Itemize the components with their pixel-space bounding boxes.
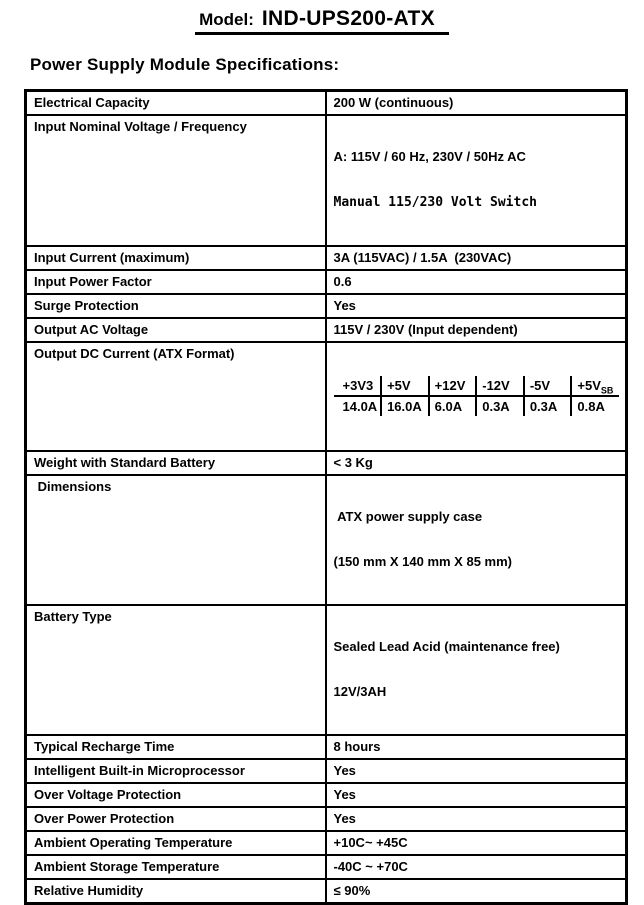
spec-label: Over Power Protection xyxy=(26,807,326,831)
model-label: Model: xyxy=(199,10,254,29)
dc-rail-current: 6.0A xyxy=(429,396,477,416)
spec-label: Over Voltage Protection xyxy=(26,783,326,807)
spec-value: Yes xyxy=(326,807,627,831)
spec-value-line1: ATX power supply case xyxy=(333,509,483,524)
dc-rail-current: 16.0A xyxy=(381,396,429,416)
dc-rail-header-row xyxy=(334,376,620,396)
spec-value xyxy=(326,115,627,246)
spec-label: Ambient Storage Temperature xyxy=(26,855,326,879)
dc-rail-current: 0.8A xyxy=(571,396,619,416)
dc-rail-current: 0.3A xyxy=(476,396,524,416)
spec-value-line1: Sealed Lead Acid (maintenance free) xyxy=(333,639,560,654)
table-row-recharge-time xyxy=(26,735,627,759)
spec-value: Yes xyxy=(326,783,627,807)
table-row-output-ac-voltage xyxy=(26,318,627,342)
table-row-over-power xyxy=(26,807,627,831)
spec-value: 8 hours xyxy=(326,735,627,759)
spec-value-line1: A: 115V / 60 Hz, 230V / 50Hz AC xyxy=(333,149,526,164)
table-row-input-power-factor xyxy=(26,270,627,294)
spec-label: Input Power Factor xyxy=(26,270,326,294)
spec-value: ≤ 90% xyxy=(326,879,627,904)
spec-label: Surge Protection xyxy=(26,294,326,318)
dc-rail-header: +3V3 xyxy=(334,376,382,396)
spec-label: Typical Recharge Time xyxy=(26,735,326,759)
spec-label: Input Current (maximum) xyxy=(26,246,326,270)
spec-value xyxy=(326,475,627,605)
dc-rail-header: -5V xyxy=(524,376,572,396)
spec-label: Ambient Operating Temperature xyxy=(26,831,326,855)
spec-value: 3A (115VAC) / 1.5A (230VAC) xyxy=(326,246,627,270)
dc-current-table xyxy=(334,376,620,416)
spec-label: Relative Humidity xyxy=(26,879,326,904)
table-row-relative-humidity xyxy=(26,879,627,904)
spec-value-line2: 12V/3AH xyxy=(333,684,387,699)
table-row-surge-protection xyxy=(26,294,627,318)
spec-label: Output DC Current (ATX Format) xyxy=(26,342,326,451)
table-row-dimensions xyxy=(26,475,627,605)
table-row-weight xyxy=(26,451,627,475)
spec-value: 0.6 xyxy=(326,270,627,294)
spec-label: Intelligent Built-in Microprocessor xyxy=(26,759,326,783)
table-row-input-current xyxy=(26,246,627,270)
dc-current-value-row xyxy=(334,396,620,416)
table-row-electrical-capacity xyxy=(26,91,627,116)
section-heading: Power Supply Module Specifications: xyxy=(30,55,340,74)
dc-rail-header: -12V xyxy=(476,376,524,396)
table-row-battery-type xyxy=(26,605,627,735)
table-row-storage-temperature xyxy=(26,855,627,879)
spec-label: Input Nominal Voltage / Frequency xyxy=(26,115,326,246)
dc-rail-header: $+5V_{SB}$ xyxy=(571,376,619,396)
table-row-microprocessor xyxy=(26,759,627,783)
dc-rail-header: +12V xyxy=(429,376,477,396)
table-row-operating-temperature xyxy=(26,831,627,855)
spec-label: Battery Type xyxy=(26,605,326,735)
dc-current-cell xyxy=(326,342,627,451)
spec-value: +10C~ +45C xyxy=(326,831,627,855)
model-title-underline xyxy=(195,7,449,35)
spec-label: Output AC Voltage xyxy=(26,318,326,342)
table-row-output-dc-current xyxy=(26,342,627,451)
spec-label: Electrical Capacity xyxy=(26,91,326,116)
spec-value: 200 W (continuous) xyxy=(326,91,627,116)
spec-value xyxy=(326,605,627,735)
spec-label: Weight with Standard Battery xyxy=(26,451,326,475)
dc-rail-current: 0.3A xyxy=(524,396,572,416)
spec-value: Yes xyxy=(326,294,627,318)
table-row-input-nominal-voltage xyxy=(26,115,627,246)
spec-value: < 3 Kg xyxy=(326,451,627,475)
spec-label: Dimensions xyxy=(26,475,326,605)
spec-value: Yes xyxy=(326,759,627,783)
spec-value: 115V / 230V (Input dependent) xyxy=(326,318,627,342)
spec-value-line2: (150 mm X 140 mm X 85 mm) xyxy=(333,554,512,569)
spec-table xyxy=(24,89,628,905)
table-row-over-voltage xyxy=(26,783,627,807)
spec-value: -40C ~ +70C xyxy=(326,855,627,879)
dc-rail-current: 14.0A xyxy=(342,399,378,414)
model-number: IND-UPS200-ATX xyxy=(261,7,435,30)
dc-rail-header: +5V xyxy=(381,376,429,396)
model-title xyxy=(0,0,644,35)
spec-value-line2: Manual 115/230 Volt Switch xyxy=(333,195,537,210)
